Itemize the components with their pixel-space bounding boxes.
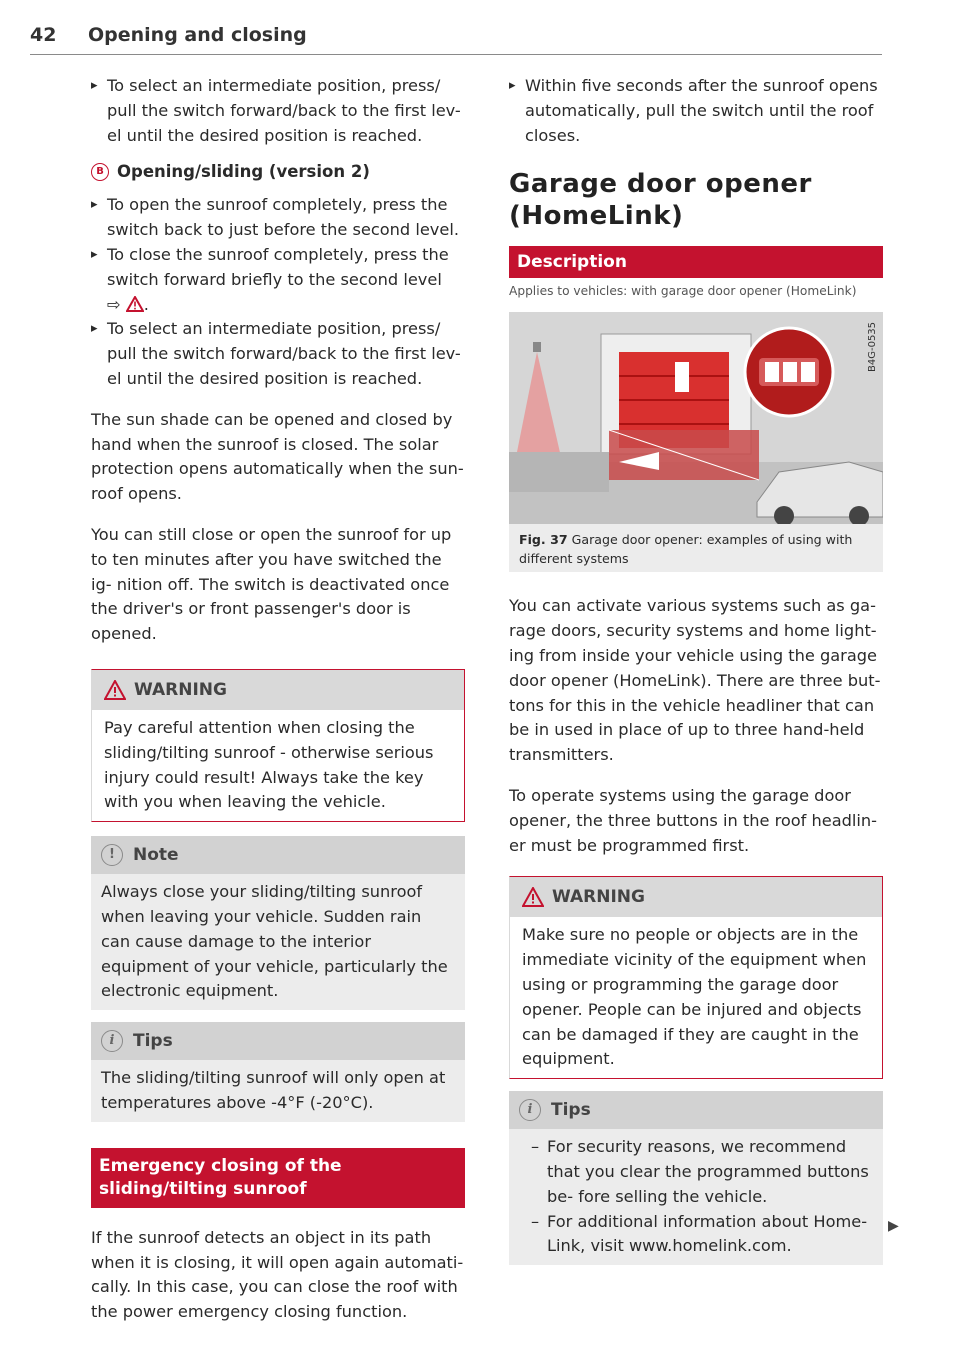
section-heading-bar: Emergency closing of the sliding/tilting sunroof (91, 1148, 465, 1208)
warning-triangle-icon (126, 296, 144, 312)
warning-text: Pay careful attention when closing the sliding/tilting sunroof - otherwise serious injury could result! Always take the key with you when leaving the vehicle. (104, 717, 434, 812)
warning-triangle-icon (104, 680, 126, 700)
tips-item: – For additional information about Home- Link, visit www.homelink.com. (519, 1210, 873, 1260)
tips-list (509, 1129, 883, 1265)
note-box (91, 836, 465, 1010)
bullet-item: ▸ Within five seconds after the sunroof opens automatically, pull the switch until the roof closes. (509, 74, 883, 148)
left-column (91, 74, 465, 1341)
description-bar: Description (509, 246, 883, 278)
applies-note: Applies to vehicles: with garage door opener (HomeLink) (509, 284, 857, 299)
figure-caption (509, 524, 883, 572)
continue-arrow-icon: ▶ (888, 1218, 899, 1234)
bullet-item: ▸ To select an intermediate position, press/ pull the switch forward/back to the first lev- el until the desired position is reached. (91, 74, 465, 148)
bullet-item: ▸ To close the sunroof completely, press the switch forward briefly to the second level ⇨ . (91, 243, 465, 317)
bullet-item: ▸ To open the sunroof completely, press the switch back to just before the second level. (91, 193, 465, 243)
subheading (91, 162, 465, 181)
note-exclamation-icon: ! (101, 844, 123, 866)
figure-illustration (509, 312, 883, 524)
section-title: Opening and closing (88, 24, 307, 46)
warning-header (92, 670, 464, 710)
reference-arrow: ⇨ (107, 294, 121, 314)
warning-triangle-icon (522, 887, 544, 907)
paragraph: The sun shade can be opened and closed by hand when the sunroof is closed. The solar protection opens automatically when the sun- roof opens. (91, 409, 464, 504)
bullet-text: To close the sunroof completely, press the switch forward briefly to the second level (107, 244, 449, 289)
figure-caption-text: Garage door opener: examples of using with different systems (519, 532, 853, 567)
tips-text: The sliding/tilting sunroof will only open at temperatures above -4°F (-20°C). (101, 1068, 446, 1112)
paragraph: You can activate various systems such as ga- rage doors, security systems and home light- ing from inside your vehicle using the garage door opener (HomeLink). There are three but- tons for this in the vehicle headliner that can be in used in place of up to three hand-held transmitters. (509, 596, 881, 765)
paragraph: You can still close or open the sunroof for up to ten minutes after you have switched the ig- nition off. The switch is deactivated once the driver's or front passenger's door is opened. (91, 524, 452, 644)
tips-info-icon: i (519, 1099, 541, 1121)
note-label: Note (133, 845, 179, 866)
paragraph: To operate systems using the garage door opener, the three buttons in the roof headlin- er must be programmed first. (509, 785, 878, 855)
warning-box (91, 669, 465, 822)
warning-header (510, 877, 882, 917)
tips-label: Tips (133, 1031, 173, 1052)
warning-text: Make sure no people or objects are in the immediate vicinity of the equipment when using or programming the garage door opener. People can be injured and objects can be damaged if they are caught in the equipment. (522, 925, 867, 1069)
note-header (91, 836, 465, 874)
tips-box (509, 1091, 883, 1265)
tips-box (91, 1022, 465, 1122)
tips-item: – For security reasons, we recommend that you clear the programmed buttons be- fore selling the vehicle. (519, 1135, 873, 1209)
bullet-item: ▸ To select an intermediate position, press/ pull the switch forward/back to the first lev- el until the desired position is reached. (91, 317, 465, 391)
warning-box (509, 876, 883, 1079)
garage-illustration (509, 312, 883, 524)
page-header (30, 22, 882, 55)
page-number: 42 (30, 24, 57, 46)
figure-label: Fig. 37 (519, 532, 568, 548)
tips-label: Tips (551, 1100, 591, 1121)
subheading-text: Opening/sliding (version 2) (117, 162, 370, 182)
tips-info-icon: i (101, 1030, 123, 1052)
chapter-title: Garage door opener (HomeLink) (509, 169, 812, 232)
right-column (509, 74, 883, 1265)
marker-b-icon: B (91, 163, 109, 181)
warning-label: WARNING (552, 887, 645, 908)
paragraph: If the sunroof detects an object in its path when it is closing, it will open again automati- cally. In this case, you can close the roof with the power emergency closing function. (91, 1227, 464, 1322)
tips-header (509, 1091, 883, 1129)
note-text: Always close your sliding/tilting sunroof when leaving your vehicle. Sudden rain can cause damage to the interior equipment of your vehicle, particularly the electronic equipment. (101, 882, 448, 1001)
tips-header (91, 1022, 465, 1060)
warning-label: WARNING (134, 679, 227, 700)
figure-code: B4G-0535 (867, 322, 878, 373)
